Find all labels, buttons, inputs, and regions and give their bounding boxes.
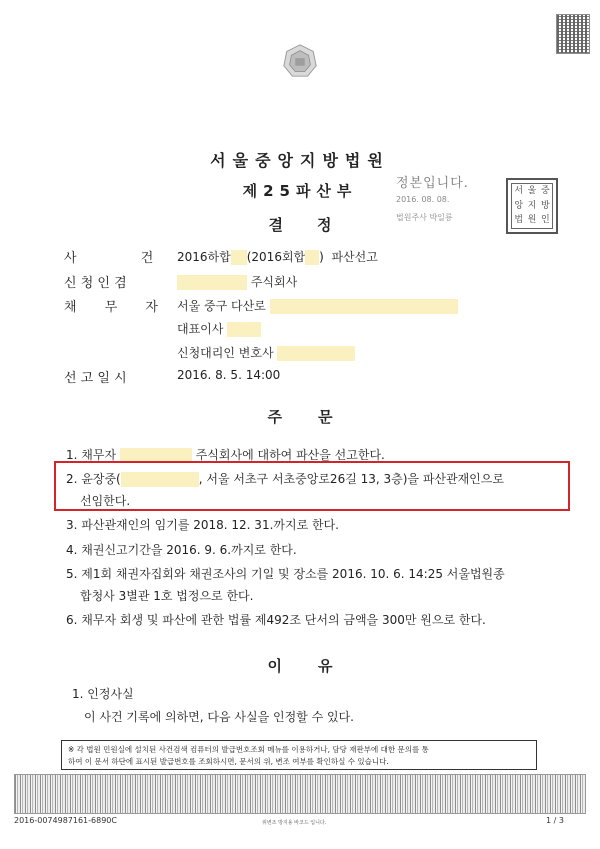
order-item-6: 6. 채무자 회생 및 파산에 관한 법률 제492조 단서의 금액을 300만 원으로 한다. (66, 613, 486, 627)
reason-text: 이 사건 기록에 의하면, 다음 사실을 인정할 수 있다. (84, 710, 354, 724)
order-item-5: 5. 제1회 채권자집회와 채권조사의 기일 및 장소를 2016. 10. 6. 14:25 서울법원종 (66, 567, 505, 581)
seal-char: 법 (514, 215, 524, 226)
qr-pattern (556, 14, 590, 54)
order-item-4: 4. 채권신고기간을 2016. 9. 6.까지로 한다. (66, 543, 297, 557)
redacted-block (270, 299, 458, 314)
order-item-1: 1. 채무자 주식회사에 대하여 파산을 선고한다. (66, 448, 385, 462)
notice-line-1: ※ 각 법원 민원실에 설치된 사건검색 컴퓨터의 발급번호조회 메뉴를 이용하거나, 담당 재판부에 대한 문의를 통 (68, 745, 429, 754)
order-item-3: 3. 파산관재인의 임기를 2018. 12. 31.까지로 한다. (66, 518, 339, 532)
certify-officer: 법원주사 박일룡 (396, 213, 453, 222)
redacted-block (177, 275, 247, 290)
reason-subheading: 1. 인정사실 (72, 687, 134, 701)
reason-heading: 이유 (267, 657, 369, 675)
qr-code (556, 14, 590, 64)
applicant-label: 신 청 인 겸 (64, 276, 127, 291)
order-item-2-continued: 선임한다. (80, 494, 131, 508)
seal-char: 앙 (514, 200, 524, 211)
seal-char: 서 (514, 186, 524, 196)
redacted-block (305, 250, 319, 265)
certify-text: 정본입니다. (396, 176, 469, 191)
redacted-block (231, 250, 247, 265)
seal-char: 울 (527, 186, 537, 196)
redacted-block (227, 322, 261, 337)
court-seal (506, 178, 558, 234)
applicant-value: 주식회사 (177, 273, 297, 290)
order-item-5-continued: 합청사 3별관 1호 법정으로 한다. (80, 589, 254, 603)
order-item-2: 2. 윤장중( , 서울 서초구 서초중앙로26길 13, 3층)을 파산관재인으로 (66, 472, 504, 486)
verification-notice (61, 740, 537, 770)
issue-number: 2016-0074987161-6890C (14, 816, 117, 825)
debtor-address: 서울 중구 다산로 (177, 297, 458, 314)
highlight-box (54, 461, 570, 511)
debtor-representative: 대표이사 (177, 320, 261, 337)
court-name: 서울중앙지방법원 (210, 151, 390, 170)
date-value: 2016. 8. 5. 14:00 (177, 368, 281, 382)
certified-copy-stamp (396, 172, 486, 223)
certify-date: 2016. 08. 08. (396, 195, 450, 204)
document-type: 결정 (268, 216, 366, 234)
division-name: 제25파산부 (242, 182, 358, 200)
seal-char: 지 (527, 200, 537, 211)
court-emblem-icon (281, 42, 319, 80)
barcode-caption: 위변조 방지용 바코드 입니다. (262, 820, 327, 826)
notice-line-2: 하여 이 문서 하단에 표시된 발급번호를 조회하시면, 문서의 위, 변조 여부를 확인하실 수 있습니다. (68, 757, 389, 766)
redacted-block (277, 346, 355, 361)
seal-char: 인 (540, 215, 550, 226)
case-label: 사 건 (64, 251, 184, 266)
seal-char: 방 (540, 200, 550, 211)
page-number: 1 / 3 (546, 816, 564, 825)
debtor-label: 채 무 자 (64, 300, 170, 315)
debtor-agent: 신청대리인 변호사 (177, 344, 355, 361)
seal-char: 원 (527, 215, 537, 226)
order-heading: 주문 (267, 408, 369, 426)
case-value: 2016하합 (2016회합 ) 파산선고 (177, 250, 378, 264)
seal-char: 중 (540, 186, 550, 196)
date-label: 선 고 일 시 (64, 371, 127, 386)
seal-characters (511, 183, 553, 229)
anti-forgery-barcode (14, 774, 586, 814)
